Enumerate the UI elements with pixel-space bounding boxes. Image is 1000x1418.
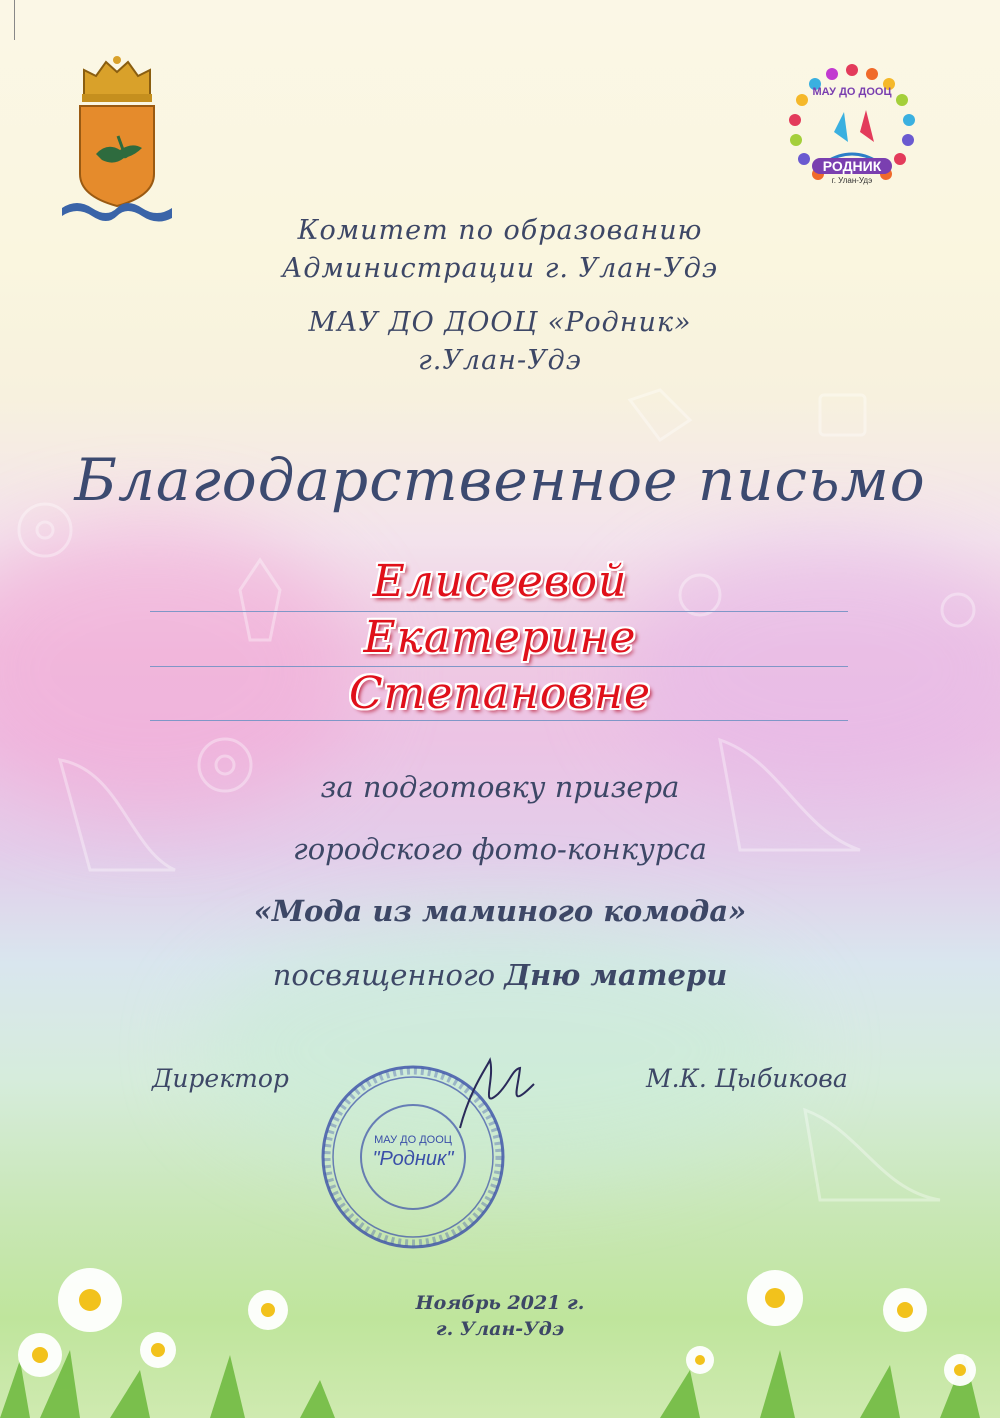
mothers-day-text: Дню матери bbox=[504, 958, 728, 992]
org-line-2: Администрации г. Улан-Удэ bbox=[281, 253, 719, 284]
director-label: Директор bbox=[152, 1064, 289, 1093]
coat-of-arms-emblem bbox=[62, 56, 172, 224]
rodnik-logo bbox=[786, 62, 918, 194]
issue-date: Ноябрь 2021 г. bbox=[415, 1292, 585, 1314]
dedication-text: посвященного bbox=[272, 958, 505, 992]
stamp-top-text: МАУ ДО ДООЦ bbox=[374, 1134, 452, 1146]
name-rule-2 bbox=[150, 666, 848, 667]
body-line-4 bbox=[0, 958, 1000, 992]
recipient-patronymic: Степановне bbox=[348, 668, 652, 719]
issue-city: г. Улан-Удэ bbox=[435, 1318, 565, 1340]
stamp-main-text: "Родник" bbox=[372, 1148, 454, 1170]
recipient-surname: Елисеевой bbox=[372, 556, 628, 607]
body-line-1: за подготовку призера bbox=[320, 770, 680, 804]
certificate-title: Благодарственное письмо bbox=[74, 446, 926, 514]
recipient-first-name: Екатерине bbox=[363, 612, 637, 663]
director-name: М.К. Цыбикова bbox=[646, 1064, 848, 1093]
body-line-2: городского фото-конкурса bbox=[293, 832, 707, 866]
logo-sub-text: г. Улан-Удэ bbox=[831, 176, 873, 185]
school-line-1: МАУ ДО ДООЦ «Родник» bbox=[308, 307, 692, 338]
logo-top-text: МАУ ДО ДООЦ bbox=[812, 86, 892, 98]
school-line-2: г.Улан-Удэ bbox=[418, 345, 582, 376]
logo-dots-ring bbox=[786, 62, 918, 194]
contest-name: «Мода из маминого комода» bbox=[253, 894, 747, 928]
logo-main-text: РОДНИК bbox=[812, 158, 892, 174]
name-rule-3 bbox=[150, 720, 848, 721]
handwritten-signature bbox=[450, 1050, 540, 1140]
org-line-1: Комитет по образованию bbox=[297, 215, 703, 246]
